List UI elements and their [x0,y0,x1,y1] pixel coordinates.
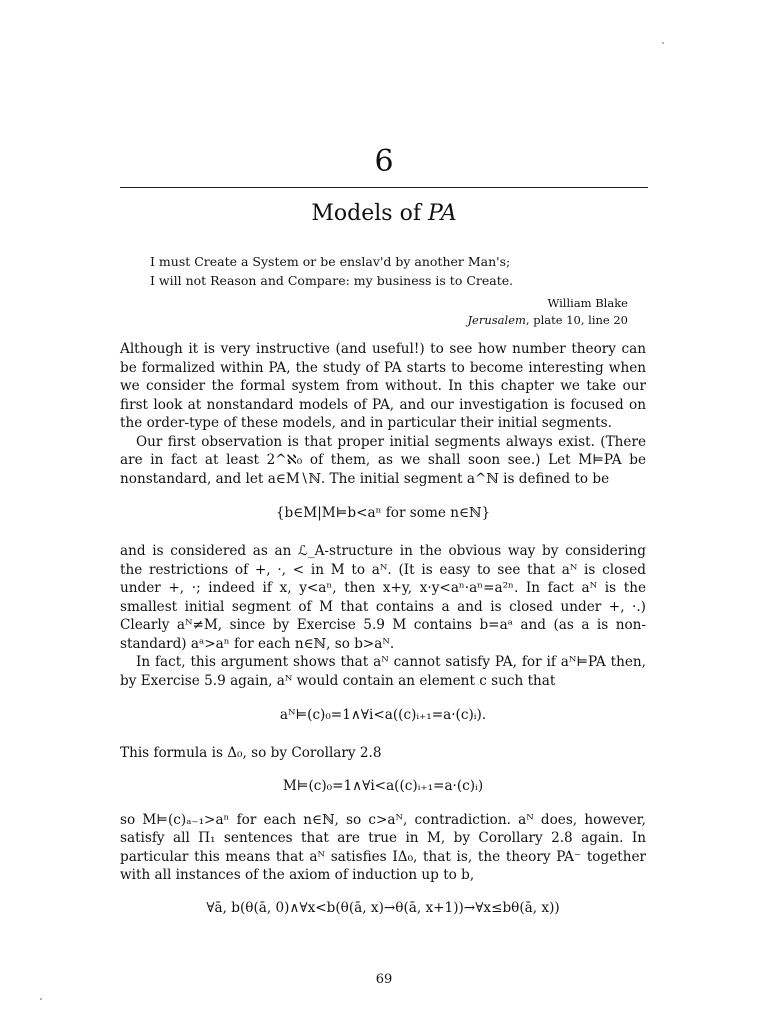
epigraph-line-1: I must Create a System or be enslav'd by another Man's; [150,254,511,269]
page-number: 69 [375,972,393,987]
epigraph-source-title: Jerusalem [467,313,526,327]
epigraph-source [467,312,628,329]
display-formula-1: {b∈M|M⊨b<aⁿ for some n∈ℕ} [275,505,491,521]
scan-speck [662,42,664,44]
chapter-rule [120,187,648,188]
paragraph-6: so M⊨(c)ₐ₋₁>aⁿ for each n∈ℕ, so c>aᴺ, contradiction. aᴺ does, however, satisfy all Π₁ sentences that are true in M, by Corollary 2.8 again. In particular this means that aᴺ satisfies IΔ₀, that is, the theory PA⁻ together with all instances of the axiom of induction up to b, [120,811,646,883]
epigraph-source-location: , plate 10, line 20 [525,313,628,327]
paragraph-3: and is considered as an ℒ_A-structure in the obvious way by considering the restrictions of +, ·, < in M to aᴺ. (It is easy to see that aᴺ is closed under +, ·; indeed if x, y<aⁿ, then x+y, x·y<aⁿ·aⁿ=a²ⁿ. In fact aᴺ is the smallest initial segment of M that contains a and is closed under +, ·.) Clearly aᴺ≠M, since by Exercise 5.9 M contains b=aᵃ and (as a is non-standard) aᵃ>aⁿ for each n∈ℕ, so b>aᴺ. [120,543,646,652]
chapter-title-italic: PA [427,201,457,226]
scan-speck [40,998,42,1000]
body-text [120,340,646,933]
display-formula-3: M⊨(c)₀=1∧∀i<a((c)ᵢ₊₁=a·(c)ᵢ) [282,777,484,794]
chapter-title-text: Models of [311,201,428,226]
epigraph [150,252,630,290]
epigraph-author: William Blake [547,296,628,310]
paragraph-2: Our first observation is that proper initial segments always exist. (There are in fact at least 2^ℵ₀ of them, as we shall soon see.) Let M⊨PA be nonstandard, and let a∈M∖ℕ. The initial segment a^ℕ is defined to be [120,433,646,487]
chapter-title [0,200,768,228]
paragraph-1: Although it is very instructive (and useful!) to see how number theory can be formalized within PA, the study of PA starts to become interesting when we consider the formal system from without. In this chapter we take our first look at nonstandard models of PA, and our investigation is focused on the order-type of these models, and in particular their initial segments. [120,341,646,431]
epigraph-line-2: I will not Reason and Compare: my business is to Create. [150,273,514,288]
paragraph-4: In fact, this argument shows that aᴺ cannot satisfy PA, for if aᴺ⊨PA then, by Exercise 5.9 again, aᴺ would contain an element c such that [120,654,646,689]
epigraph-attribution [467,295,628,329]
paragraph-5: This formula is Δ₀, so by Corollary 2.8 [120,745,382,761]
chapter-number: 6 [374,144,394,179]
display-formula-2: aᴺ⊨(c)₀=1∧∀i<a((c)ᵢ₊₁=a·(c)ᵢ). [279,707,487,723]
display-formula-4: ∀ā, b(θ(ā, 0)∧∀x<b(θ(ā, x)→θ(ā, x+1))→∀x≤bθ(ā, x)) [206,899,560,916]
